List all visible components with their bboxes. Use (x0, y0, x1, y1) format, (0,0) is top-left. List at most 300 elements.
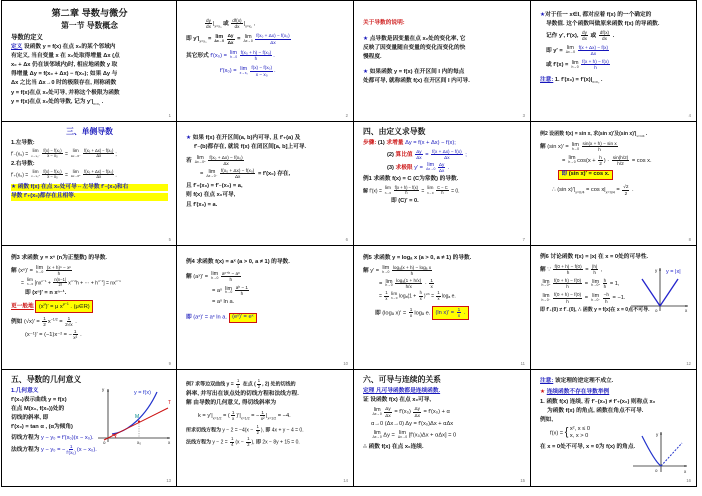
page-number: 9 (168, 361, 171, 366)
slide-thumbnail-13[interactable] (2, 370, 176, 486)
slide-thumbnail-9[interactable] (2, 246, 176, 369)
fraction (220, 168, 255, 179)
limit-word: lim (592, 292, 600, 299)
slide-thumbnail-5[interactable] (2, 122, 176, 245)
slide-line (363, 45, 522, 53)
text-segment: (3) (387, 165, 396, 172)
graph-origin-label: o (655, 468, 658, 473)
text-segment: 例2 (540, 131, 548, 137)
text-segment: (x⁻¹)′ = (−1)x⁻² = − (25, 332, 72, 339)
text-segment: ), (260, 427, 266, 434)
fraction-denominator: Δx (385, 412, 391, 418)
text-segment: f′(x₀) = (210, 53, 229, 60)
text-segment: 求极限 (395, 165, 415, 172)
text-segment: 求函数 f(x) = C (C为常数) 的导数. (371, 176, 459, 183)
text-segment: (C)′ = 0. (396, 198, 419, 205)
slide-thumbnail-3[interactable] (354, 1, 530, 121)
text-segment: (1) (376, 139, 387, 146)
text-segment: = 0. (449, 188, 460, 195)
limit-operator (591, 294, 600, 302)
fraction (436, 291, 440, 301)
slide-line (540, 131, 688, 138)
limit-word: lim (566, 45, 574, 52)
slide-line (363, 444, 522, 452)
limit-operator (36, 266, 43, 274)
limit-operator (426, 163, 435, 171)
page-number: 7 (522, 237, 525, 242)
graph-x-label: x (685, 308, 688, 313)
slide-line (363, 162, 522, 173)
text-segment: 定理 (363, 387, 375, 394)
slide-thumbnail-7[interactable] (354, 122, 530, 245)
fraction-numerator: h (603, 277, 607, 283)
fraction-denominator: h (410, 270, 414, 276)
text-segment: 第一节 导数概念 (61, 21, 118, 31)
text-segment: . (462, 310, 466, 317)
text-segment: y − 2 = (212, 439, 230, 446)
text-segment: = (235, 36, 242, 43)
text-segment: n−1 (41, 278, 47, 283)
page-number: 1 (168, 113, 171, 118)
fraction-denominator: h (566, 269, 570, 275)
text-segment: . (599, 76, 603, 83)
slide-line (186, 410, 345, 421)
fraction-numerator: logₐ(1 + h/x) (396, 277, 422, 283)
slide-line (11, 90, 168, 98)
fraction-denominator: x − x₀ (47, 153, 58, 159)
fraction-numerator: f(x) − f(x₀) (251, 65, 273, 71)
text-segment: = (57, 318, 65, 325)
text-segment: = −4. (276, 413, 291, 419)
piecewise-cases (565, 426, 590, 440)
text-segment: y − y₀ = − (39, 447, 66, 454)
slide-line (11, 278, 168, 288)
text-segment: 解 (363, 267, 369, 274)
text-segment: = (423, 152, 431, 159)
slide-line (186, 18, 345, 29)
text-segment: )′| (236, 413, 241, 419)
graph-origin-label: o (655, 308, 658, 313)
text-segment: = (420, 188, 426, 195)
limit-operator (211, 272, 218, 280)
text-segment: 由导数的几何意义, 得切线斜率为 (191, 400, 277, 407)
text-segment: 1. 函数 f(x) 连续, 若 f′₋(x₀) ≠ f′₊(x₀) 则称点 x₀ (540, 399, 656, 406)
text-segment: = (200, 171, 205, 178)
limit-operator (373, 431, 382, 439)
slide-thumbnail-8[interactable] (531, 122, 696, 245)
text-segment: = (583, 266, 591, 273)
text-segment: = 1, (608, 281, 620, 288)
text-segment: Δy = f(x + Δx) − f(x); (405, 139, 456, 146)
fraction (384, 406, 391, 417)
limit-word: lim (571, 59, 579, 66)
limit-subscript: h→0⁻ (541, 297, 551, 302)
text-segment: 2.右导数: (11, 160, 35, 167)
limit-operator (391, 293, 397, 300)
slide-line (363, 306, 522, 320)
fraction-numerator: Δy (414, 406, 420, 412)
fraction-denominator: Δx (590, 50, 597, 56)
limit-subscript: h→0 (427, 190, 434, 195)
text-segment: 即 f′₊(0) ≠ f′₋(0), ∴ 函数 y = f(x)在 x = 0点不可导. (540, 306, 650, 313)
limit-word: lim (399, 430, 406, 437)
text-segment: x=x₀ (214, 24, 222, 29)
fraction (260, 409, 268, 421)
text-segment: x=π/4 (636, 134, 645, 138)
text-segment: = (562, 157, 567, 164)
text-segment: f′(x₀) = tan α , (α为倾角) (11, 424, 73, 431)
fraction-numerator: logₐ(x + h) − logₐ x (392, 264, 432, 270)
text-segment: x=x₀ (245, 24, 253, 29)
limit-subscript: h→0 (385, 283, 393, 288)
text-segment: 则 f(x) 在点 x₀可导, (186, 192, 236, 199)
graph-point-label: M (135, 414, 140, 420)
text-segment: . (611, 33, 615, 40)
graph-x-label: x (168, 440, 171, 445)
text-segment: 连续函数不存在导数举例 (546, 388, 610, 395)
fraction-denominator: x (231, 416, 235, 421)
fraction-denominator: x − x₀ (255, 71, 268, 77)
fraction (409, 307, 414, 318)
text-segment: 切线的斜率, 即 (11, 415, 49, 422)
fraction (438, 162, 445, 173)
text-segment: x=π/4 (605, 190, 615, 195)
text-segment: . (115, 172, 117, 179)
slide-line (363, 78, 522, 86)
limit-operator (385, 280, 392, 288)
page-number: 8 (688, 237, 691, 242)
fraction (46, 265, 72, 276)
graph-alpha-label: α (114, 432, 117, 437)
text-segment: 为函数 f(x) 的角点, 函数在角点不可导. (547, 408, 644, 415)
boxed-formula (35, 300, 93, 312)
fraction (603, 278, 608, 289)
text-segment: y = f(x)在点 x₀处的导数, 记为 y′| (11, 98, 94, 105)
slide-line (186, 400, 345, 408)
text-segment: f′(x₀) = (220, 68, 239, 75)
limit-operator (71, 150, 81, 157)
slide-line (11, 34, 168, 42)
slide-line (11, 184, 168, 192)
text-segment: = (614, 187, 622, 194)
limit-word: lim (382, 265, 390, 272)
limit-operator (225, 287, 232, 295)
text-segment: 六、可导与连续的关系 (363, 375, 441, 384)
limit-operator (31, 171, 40, 178)
fraction (42, 170, 62, 180)
text-segment: = cos x| (584, 187, 606, 194)
text-segment: . (100, 98, 104, 105)
limit-operator (427, 187, 433, 194)
page-number: 13 (166, 478, 171, 483)
text-segment: 导数的定义 (11, 33, 43, 41)
limit-subscript: h→0 (211, 275, 219, 280)
text-segment: 即 (391, 198, 397, 205)
slide-line (540, 399, 688, 407)
limit-word: lim (211, 271, 219, 278)
graph-x-label: x (684, 469, 687, 474)
text-segment: . (630, 187, 634, 194)
fraction (581, 30, 588, 41)
fraction (250, 65, 273, 76)
fraction-numerator: f(x) − f(x₀) (43, 168, 62, 174)
limit-word: lim (542, 292, 550, 299)
text-segment: logₐ e. (441, 293, 456, 300)
text-segment: 例1 (363, 176, 372, 183)
limit-operator (385, 187, 391, 194)
slide-line (363, 291, 522, 301)
fraction (221, 271, 241, 282)
text-segment: = − (249, 413, 260, 419)
fraction-denominator: Δx (414, 412, 420, 418)
text-segment: f′(x) = (368, 188, 384, 195)
limit-operator (243, 35, 252, 43)
slide-line (11, 290, 168, 298)
fraction (429, 278, 434, 289)
slide-line (186, 33, 345, 44)
fraction-numerator: √2 (623, 184, 629, 190)
text-segment: (sin x)′ = cos x. (567, 171, 610, 178)
slide-line (540, 417, 688, 425)
slide-line (186, 202, 345, 210)
limit-subscript: Δx→0 (372, 411, 382, 416)
text-segment: y′ = (368, 267, 381, 274)
text-segment: 对于任一 x∈I, 都对应着 f(x) 的一个确定的 (545, 12, 652, 18)
slide-line (540, 12, 688, 20)
limit-subscript: h→0 (36, 269, 44, 274)
text-segment: 四、由定义求导数 (363, 127, 426, 136)
text-segment: = (21, 279, 26, 286)
fraction-numerator: 1 (261, 409, 264, 415)
brace-glyph: { (564, 426, 569, 439)
text-segment: 其它形式 (186, 53, 211, 60)
text-segment: 即 (25, 289, 31, 296)
fraction (255, 33, 290, 44)
limit-word: lim (373, 430, 381, 437)
text-segment (411, 410, 413, 416)
limit-operator (572, 143, 579, 151)
fraction-denominator: Δx (223, 160, 229, 166)
text-segment: , (599, 266, 603, 273)
abs-value-graph (629, 264, 691, 314)
fraction-numerator: sin(h/2) (612, 154, 629, 160)
fraction-denominator: h (240, 291, 244, 297)
text-segment: 1.左导数: (11, 139, 35, 146)
text-segment: (aˣ)′ = (191, 273, 210, 280)
slide-line (363, 406, 522, 417)
limit-operator (195, 156, 206, 164)
fraction-denominator: Δx (416, 155, 422, 161)
limit-operator (591, 280, 600, 288)
slide-line (186, 299, 345, 307)
text-segment: α→0 (Δx→0) (371, 420, 405, 427)
slide-thumbnail-12[interactable] (531, 246, 696, 369)
fraction-denominator: dx (206, 24, 211, 30)
slide-thumbnail-14[interactable] (177, 370, 353, 486)
fraction-numerator: −h (603, 292, 609, 298)
fraction-numerator: 1 (257, 378, 261, 383)
text-segment: ★ (363, 69, 369, 76)
fraction-denominator: f′(x₀) (66, 450, 76, 456)
fraction (553, 292, 582, 303)
text-segment: 求函数 y = xⁿ (n为正整数) 的导数. (19, 255, 107, 261)
text-segment: 解 (186, 400, 192, 407)
limit-word: lim (72, 149, 79, 155)
slide-line (363, 127, 522, 137)
fraction-denominator: Δx (234, 174, 241, 180)
text-segment: 法线方程为 (186, 439, 213, 446)
slide-line (540, 378, 688, 386)
fraction-numerator: 1 (247, 436, 250, 442)
text-segment: x=x₀ (592, 79, 600, 84)
slide-thumbnail-1[interactable] (2, 1, 176, 121)
graph-y-label: y (655, 268, 658, 273)
fraction-denominator: h/x (405, 284, 412, 290)
text-segment: n−1 (115, 278, 121, 283)
text-segment: 在 x = 0处不可导, x = 0为 f(x) 的角点. (540, 444, 636, 451)
fraction (419, 291, 423, 301)
fraction-denominator: h (594, 65, 597, 71)
text-segment: (x − x₀). (76, 447, 97, 454)
slide-line (11, 193, 168, 201)
text-segment: 所求切线方程为 (186, 427, 223, 434)
slide-line (363, 186, 522, 196)
text-segment: x=1/2 (212, 416, 222, 421)
fraction-denominator: 2! (58, 282, 62, 288)
text-segment: 1. f′(x₀) = f′(x)| (553, 76, 593, 83)
limit-word: lim (244, 33, 252, 40)
text-segment: 设函数 y = f(x) 在点 x₀的某个邻域内 (22, 43, 116, 50)
fraction-denominator: x (457, 313, 461, 319)
slide-sorter-grid (1, 0, 697, 487)
slide-thumbnail-6[interactable] (177, 122, 353, 245)
fraction-numerator: Δy (438, 161, 445, 167)
slide-line (540, 155, 688, 166)
text-segment: 或 f′(x) = (546, 62, 570, 69)
slide-thumbnail-10[interactable] (177, 246, 353, 369)
text-segment: . (274, 68, 276, 75)
slide-line (186, 135, 345, 143)
fraction-denominator: h/2 (617, 160, 624, 166)
boxed-formula (229, 313, 257, 324)
text-segment: 求函数 f(x) = aˣ (a > 0, a ≠ 1) 的导数. (194, 259, 290, 265)
fraction-denominator: h (598, 147, 601, 153)
fraction-denominator: dx (234, 24, 240, 30)
slide-line (186, 65, 345, 76)
limit-subscript: h→0 (391, 296, 398, 301)
limit-operator (71, 171, 81, 178)
graph-x0-label: x₀ (137, 440, 142, 445)
fraction (83, 147, 117, 159)
fraction-denominator: h (405, 190, 408, 196)
text-segment: = (379, 293, 384, 300)
slide-thumbnail-15[interactable] (354, 370, 530, 486)
text-segment: = (583, 295, 590, 302)
slide-thumbnail-2[interactable] (177, 1, 353, 121)
text-segment: 步骤: (363, 139, 377, 146)
text-segment: 例5 (363, 255, 372, 261)
limit-subscript: h→0 (384, 190, 392, 195)
fraction-denominator: x (409, 313, 413, 319)
fraction-denominator: h (605, 298, 608, 304)
slide-line (11, 53, 168, 61)
slide-line (186, 425, 345, 435)
slide-line (540, 45, 688, 56)
fraction-denominator: Δx (96, 153, 102, 159)
text-segment: . (μ∈R) (68, 303, 90, 310)
text-segment: ★ (540, 12, 546, 18)
fraction-denominator: Δx (438, 168, 445, 174)
graph-y-label: y (656, 432, 659, 437)
fraction (66, 444, 76, 455)
fraction (42, 316, 47, 327)
text-segment: 例7 (186, 381, 194, 388)
text-segment: (sin x)′ = (545, 144, 571, 151)
fraction-numerator: h (419, 290, 422, 296)
fraction-numerator: 1 (69, 444, 73, 450)
text-segment: (xⁿ)′ = (16, 267, 35, 274)
text-segment: 点导数是因变量在点 x₀处的变化率, 它 (368, 35, 466, 42)
text-segment: , (252, 21, 256, 28)
slide-line (363, 176, 522, 184)
fraction-numerator: f(x + Δx) − f(x) (578, 44, 609, 50)
fraction-denominator: x (237, 383, 240, 389)
text-segment: ∵ (545, 266, 553, 273)
fraction (42, 149, 62, 159)
text-segment: 法线方程为 (11, 447, 40, 454)
text-segment: . (273, 53, 275, 60)
slide-line (186, 285, 345, 296)
text-segment: 即 (561, 171, 568, 178)
fraction-denominator: 2 (257, 383, 261, 389)
text-segment: = f′(x₀) 存在, (256, 171, 291, 178)
text-segment: [f′(x₀)Δx + αΔx] = 0 (408, 433, 457, 440)
limit-subscript: Δx→0 (372, 435, 382, 440)
slide-line (363, 54, 522, 62)
fraction-numerator: f(x₀ + h) − f(x₀) (240, 49, 272, 55)
fraction-numerator: 1 (231, 436, 234, 442)
slide-thumbnail-11[interactable] (354, 246, 530, 369)
slide-line (363, 278, 522, 289)
fraction-denominator: Δx (270, 39, 276, 45)
text-segment: ; (463, 152, 467, 159)
slide-line (11, 329, 168, 340)
slide-line (11, 170, 168, 180)
fraction-denominator: h (593, 269, 596, 275)
text-segment: 解 (540, 144, 546, 151)
slide-line (363, 36, 522, 44)
slide-thumbnail-4[interactable] (531, 1, 696, 121)
text-segment: 4x + y − 4 = 0. (270, 427, 304, 434)
text-segment: 证 (363, 396, 369, 403)
text-segment: (x (38, 303, 44, 310)
text-segment: ] = nx (103, 279, 116, 286)
slide-thumbnail-16[interactable] (531, 370, 696, 486)
text-segment: 例6 (540, 254, 549, 260)
text-segment: logₐ(1 + (398, 293, 418, 300)
fraction-numerator: 1 (231, 409, 235, 415)
limit-word: lim (592, 278, 600, 285)
fraction-numerator: f(x) − f(x₀) (43, 147, 62, 153)
text-segment: μ (43, 301, 46, 306)
text-segment: = (63, 151, 70, 158)
limit-operator (398, 431, 407, 439)
fraction (205, 18, 215, 30)
text-segment: . (446, 165, 450, 172)
fraction-denominator: Δx (96, 174, 102, 180)
limit-word: lim (72, 170, 79, 176)
fraction (591, 264, 598, 275)
